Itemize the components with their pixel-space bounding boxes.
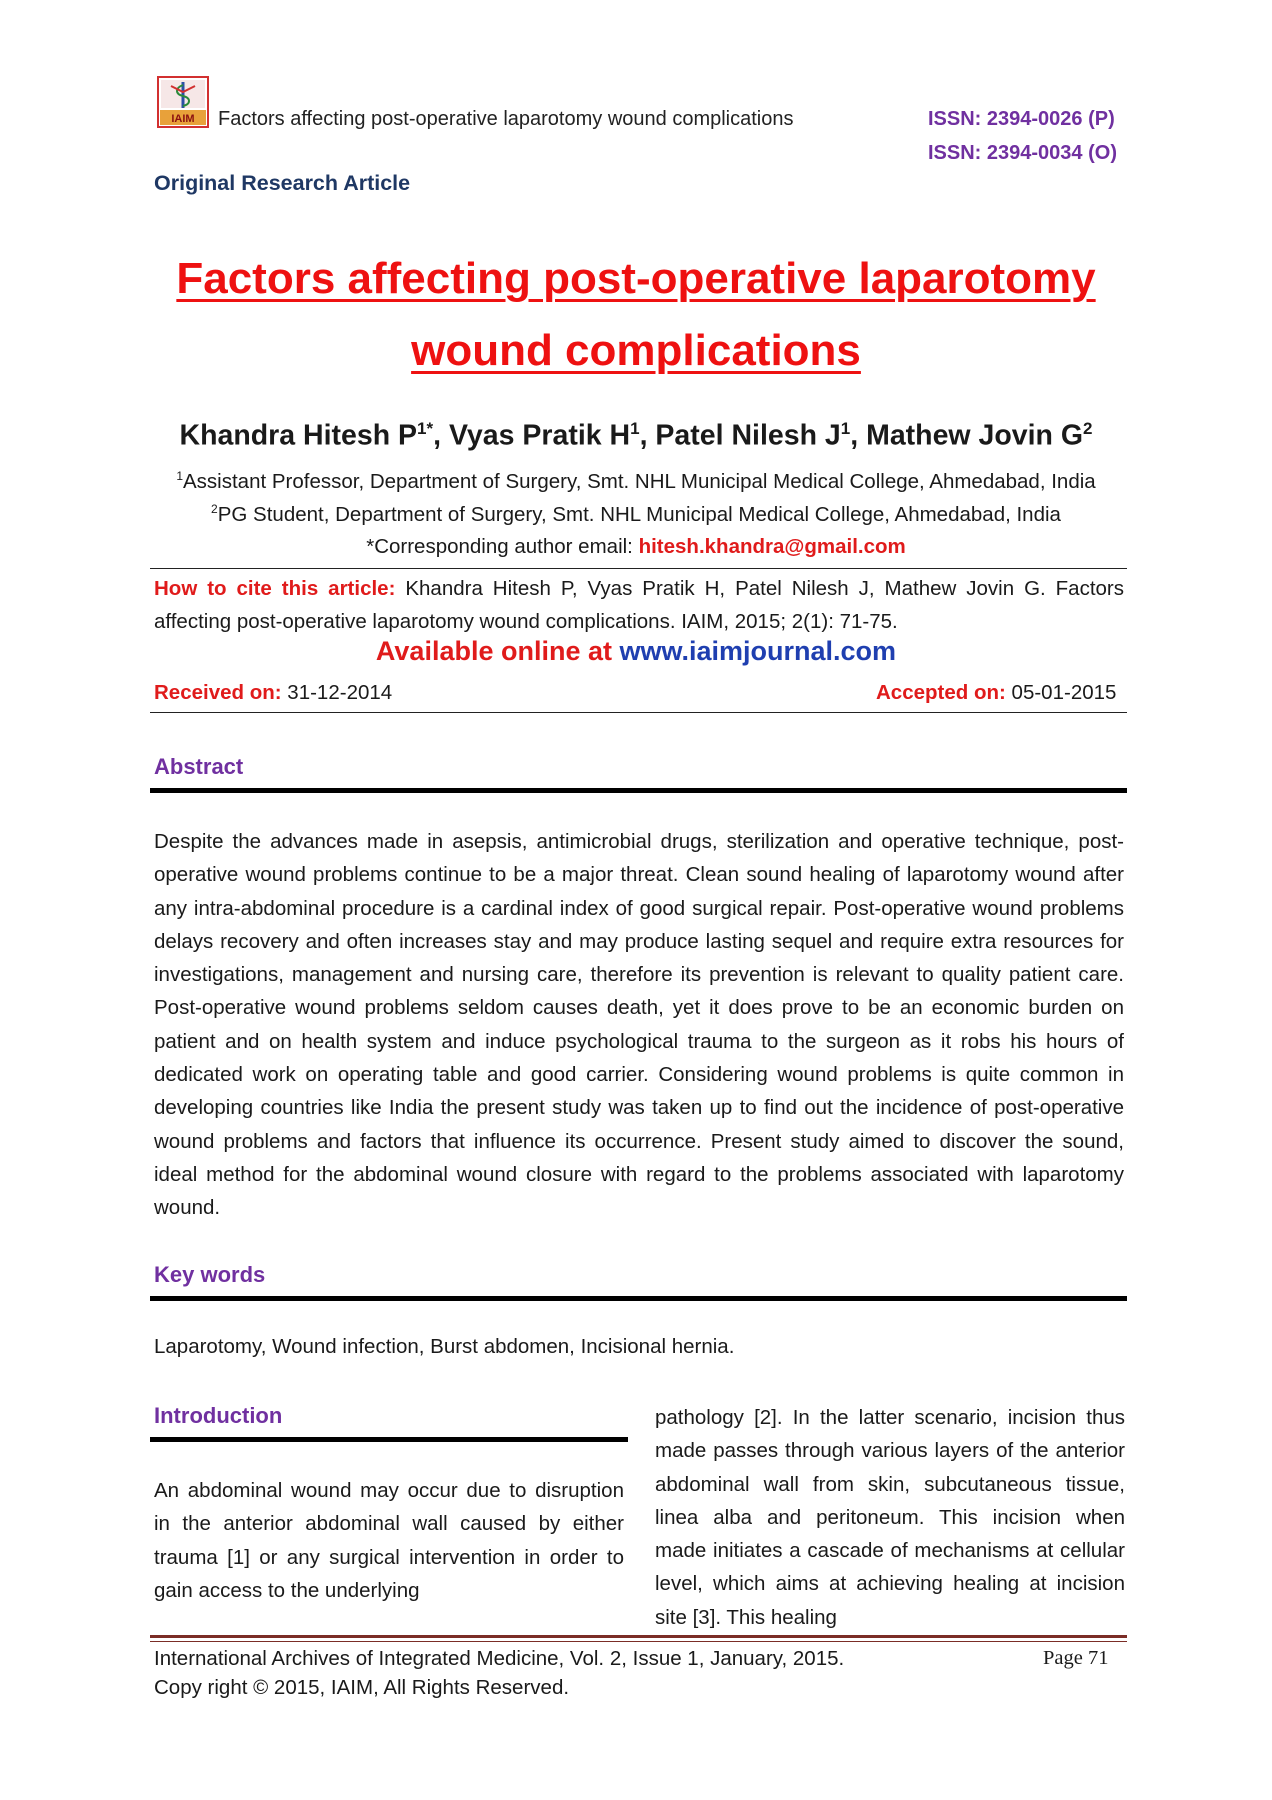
footer-journal: International Archives of Integrated Medicine, Vol. 2, Issue 1, January, 2015. [154,1647,845,1670]
issn-online: ISSN: 2394-0034 (O) [928,142,1117,164]
title-line-2: wound complications [411,326,861,375]
author-sup: 1 [630,419,640,438]
article-title [150,243,1122,387]
abstract-heading: Abstract [154,754,244,779]
citation: How to cite this article: Khandra Hitesh P, Vyas Pratik H, Patel Nilesh J, Mathew Jovin G. Factors affecting post-operative laparotomy wound complications. IAIM, 2015; 2(1): 71-75. [154,577,1125,633]
journal-url-link[interactable]: www.iaimjournal.com [619,636,897,666]
footer-rule [150,1641,1127,1642]
author-list: Khandra Hitesh $P^{1*}$, Vyas Pratik $H^1$, Patel Nilesh $J^1$, Mathew Jovin $G^2$ [179,419,1093,452]
section-rule [150,1296,1127,1301]
author-sup: 1 [840,419,851,438]
introduction-column-1: An abdominal wound may occur due to disruption in the anterior abdominal wall caused by either trauma [1] or any surgical intervention in order to gain access to the underlying [154,1479,624,1602]
corresponding-author: *Corresponding author email: hitesh.khandra@gmail.com [366,535,906,558]
footer-copyright: Copy right © 2015, IAIM, All Rights Reserved. [154,1676,570,1699]
introduction-column-2: pathology [2]. In the latter scenario, incision thus made passes through various layers of the anterior abdominal wall from skin, subcutaneous tissue, linea alba and peritoneum. This incision when made initiates a cascade of mechanisms at cellular level, which aims at achieving healing at incision site [3]. This healing [655,1406,1125,1629]
author-name: Khandra Hitesh P [179,419,418,452]
received-date: Received on: 31-12-2014 [154,681,393,704]
section-rule [150,788,1127,793]
keywords-heading: Key words [154,1262,266,1287]
author-sup: 2 [1083,419,1093,438]
footer-rule [150,1635,1127,1638]
divider [150,568,1127,569]
availability: Available online at www.iaimjournal.com [375,636,897,666]
page-number: Page 71 [1043,1647,1109,1669]
affiliation-2: $^2$PG Student, Department of Surgery, Smt. NHL Municipal Medical College, Ahmedabad, India [211,502,1061,526]
logo-text: IAIM [171,113,195,125]
section-rule [150,1437,628,1442]
abstract-text: Despite the advances made in asepsis, antimicrobial drugs, sterilization and operative technique, post-operative wound problems continue to be a major threat. Clean sound healing of laparotomy wound after any intra-abdominal procedure is a cardinal index of good surgical repair. Post-operative wound problems delays recovery and often increases stay and may produce lasting sequel and require extra resources for investigations, management and nursing care, therefore its prevention is relevant to quality patient care. Post-operative wound problems seldom causes death, yet it does prove to be an economic burden on patient and on health system and induce psychological trauma to the surgeon as it robs his hours of dedicated work on operating table and good carrier. Considering wound problems is quite common in developing countries like India the present study was taken up to find out the incidence of post-operative wound problems and factors that influence its occurrence. Present study aimed to discover the sound, ideal method for the abdominal wound closure with regard to the problems associated with laparotomy wound. [154,830,1124,1220]
author-name: Patel Nilesh J [655,419,841,452]
title-line-1: Factors affecting post-operative laparotomy [176,254,1096,303]
divider [150,712,1127,713]
running-title: Factors affecting post-operative laparotomy wound complications [218,108,794,130]
introduction-heading: Introduction [154,1403,283,1428]
author-name: Mathew Jovin G [866,419,1084,452]
corresponding-email-link[interactable]: hitesh.khandra@gmail.com [638,535,906,558]
author-sup: 1* [417,419,434,438]
article-type: Original Research Article [154,171,411,195]
keywords-text: Laparotomy, Wound infection, Burst abdomen, Incisional hernia. [154,1335,735,1358]
author-name: Vyas Pratik H [448,419,631,452]
accepted-date: Accepted on: 05-01-2015 [876,681,1117,704]
affiliation-1: $^1$Assistant Professor, Department of Surgery, Smt. NHL Municipal Medical College, Ahmedabad, India [176,469,1096,493]
issn-print: ISSN: 2394-0026 (P) [928,108,1115,130]
citation-label: How to cite this article: [154,577,396,600]
iaim-logo [157,76,209,128]
